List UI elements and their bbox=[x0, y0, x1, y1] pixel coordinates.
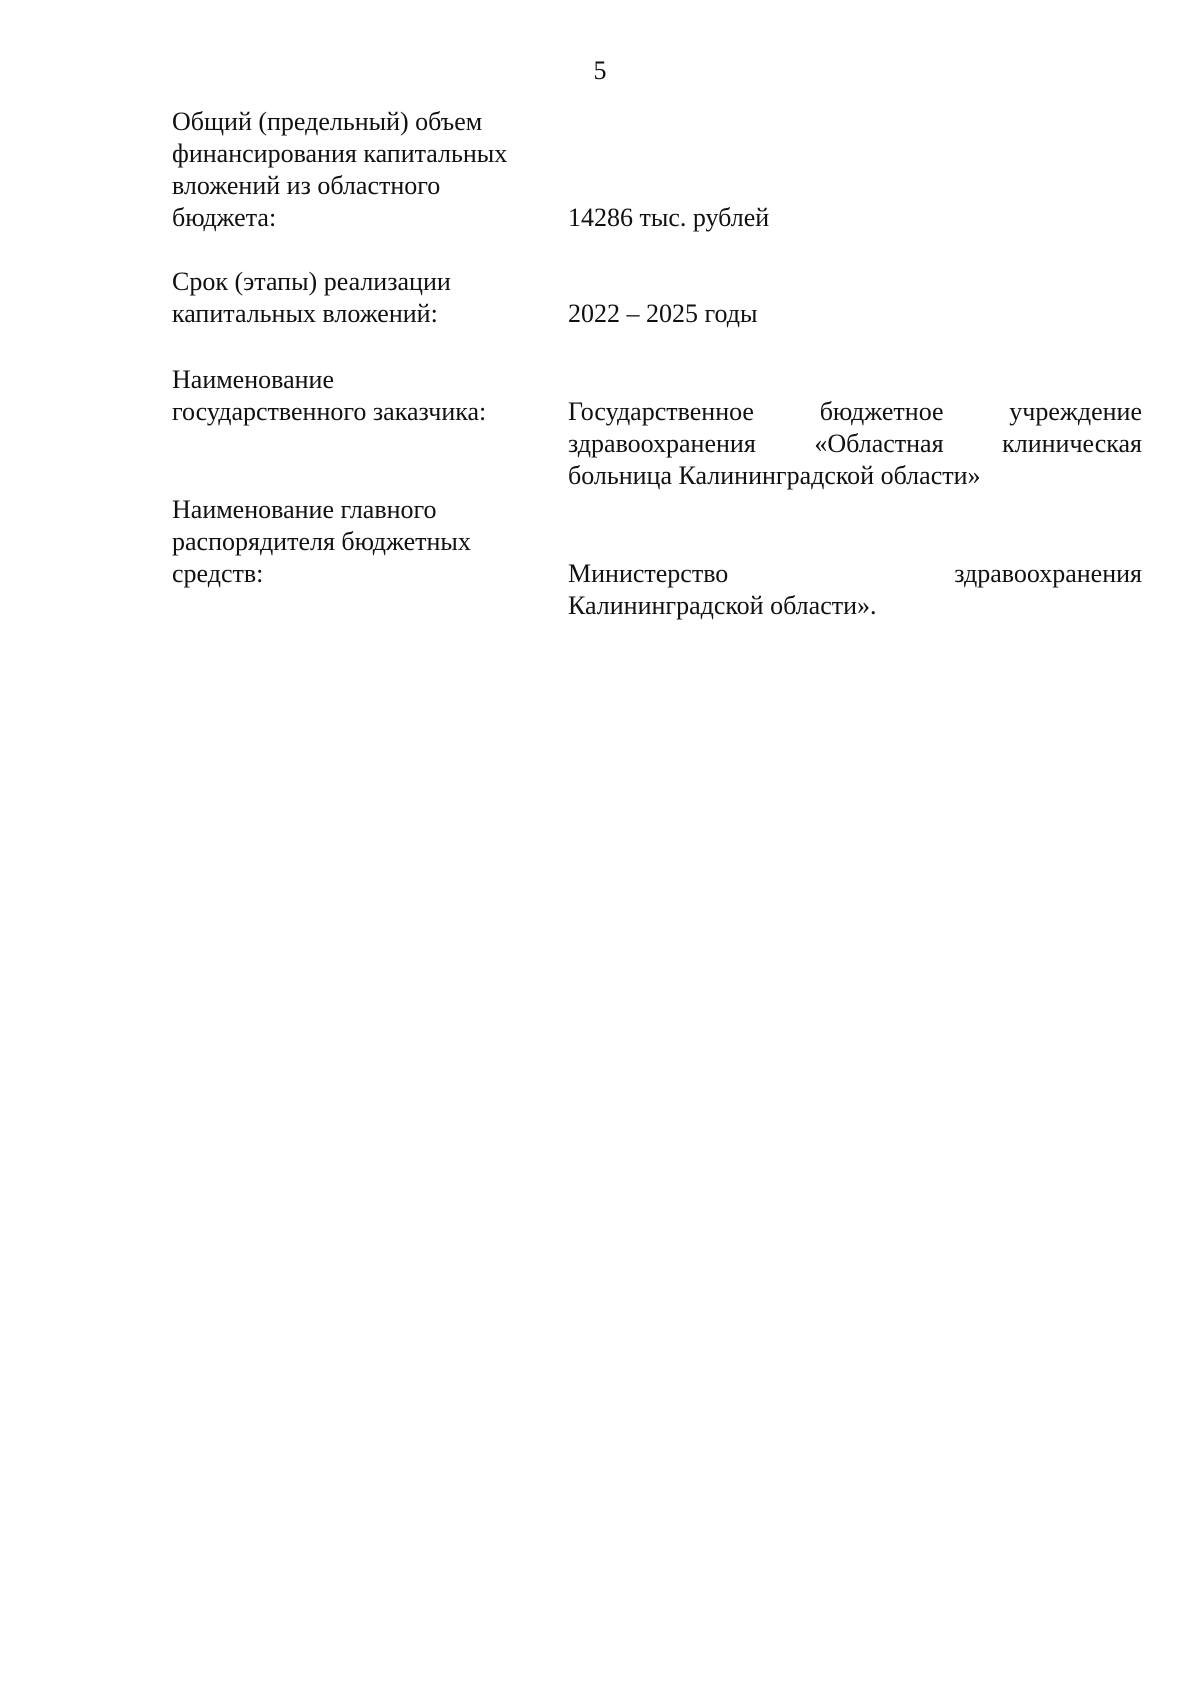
label-line: средств: bbox=[172, 559, 264, 588]
label-line: государственного заказчика: bbox=[172, 397, 487, 426]
field-label bbox=[172, 494, 552, 590]
label-line: Наименование bbox=[172, 365, 334, 394]
label-line: вложений из областного bbox=[172, 171, 441, 200]
field-label bbox=[172, 106, 552, 234]
value-line: здравоохранения «Областная клиническая bbox=[568, 429, 1142, 458]
label-line: капитальных вложений: bbox=[172, 299, 438, 328]
field-value bbox=[568, 202, 1142, 234]
label-line: Общий (предельный) объем bbox=[172, 107, 483, 136]
label-line: бюджета: bbox=[172, 203, 277, 232]
value-line: 2022 – 2025 годы bbox=[568, 299, 758, 328]
label-line: Срок (этапы) реализации bbox=[172, 267, 451, 296]
value-line: Министерство здравоохранения bbox=[568, 559, 1142, 588]
label-line: финансирования капитальных bbox=[172, 139, 508, 168]
field-value bbox=[568, 298, 1142, 330]
field-label bbox=[172, 266, 552, 330]
value-line: больница Калининградской области» bbox=[568, 461, 981, 490]
value-line: Калининградской области». bbox=[568, 591, 877, 620]
page-number: 5 bbox=[593, 56, 607, 85]
label-line: Наименование главного bbox=[172, 495, 437, 524]
field-value bbox=[568, 396, 1142, 492]
field-value bbox=[568, 558, 1142, 622]
value-line: Государственное бюджетное учреждение bbox=[568, 397, 1142, 426]
value-line: 14286 тыс. рублей bbox=[568, 203, 770, 232]
field-label bbox=[172, 364, 552, 428]
label-line: распорядителя бюджетных bbox=[172, 527, 471, 556]
